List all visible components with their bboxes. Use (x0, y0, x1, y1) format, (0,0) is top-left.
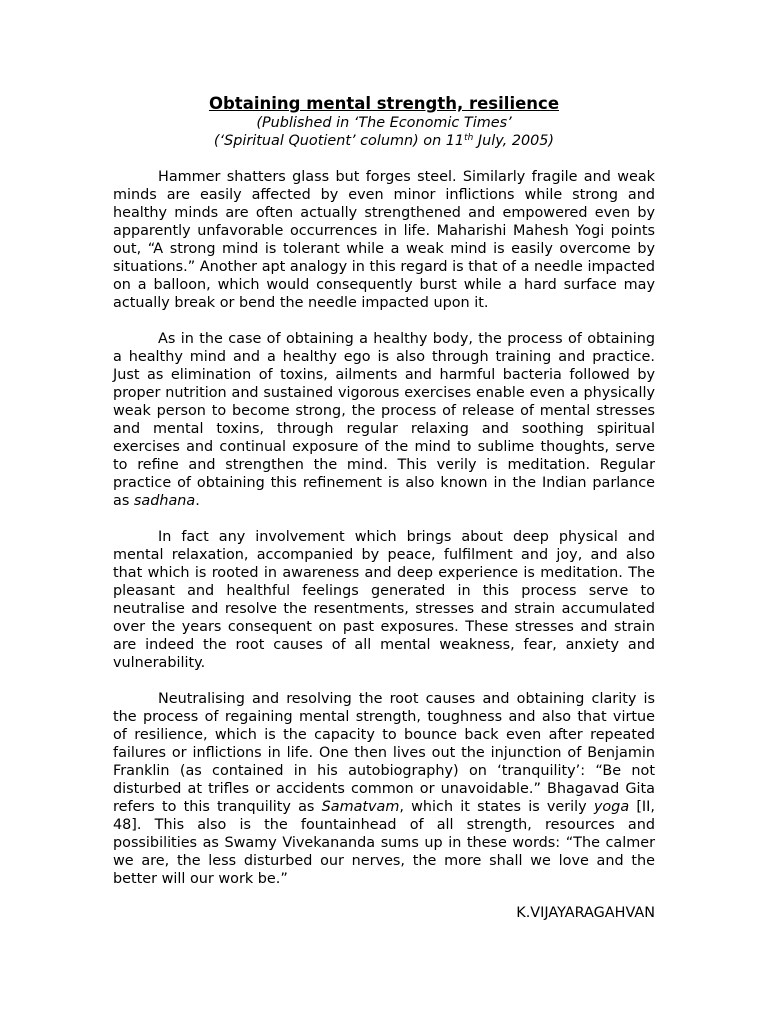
paragraph-1: Hammer shatters glass but forges steel. Similarly fragile and weak minds are easily affected by even minor inflictions while strong and healthy minds are often actually strengthened and empowered even by apparently unfavorable occurrences in life. Maharishi Mahesh Yogi points out, “A strong mind is tolerant while a weak mind is easily overcome by situations.” Another apt analogy in this regard is that of a needle impacted on a balloon, which would consequently burst while a hard surface may actually break or bend the needle impacted upon it. (113, 169, 655, 311)
paragraph-4 (113, 690, 655, 888)
sadhana-term: sadhana (133, 493, 196, 509)
column-date-suffix: July, 2005) (473, 133, 555, 149)
author-signature: K.VIJAYARAGAHVAN (516, 905, 655, 921)
paragraph-2-text: As in the case of obtaining a healthy body, the process of obtaining a healthy mind and a healthy ego is also through training and practice. Just as elimination of toxins, ailments and harmful bacteria followed by proper nutrition and sustained vigorous exercises enable even a physically weak person to become strong, the process of release of mental stresses and mental toxins, through regular relaxing and soothing spiritual exercises and continual exposure of the mind to sublime thoughts, serve to refine and strengthen the mind. This verily is meditation. Regular practice of obtaining this refinement is also known in the Indian parlance as (113, 331, 655, 509)
column-date-prefix: (‘Spiritual Quotient’ column) on 11 (213, 133, 465, 149)
document-page (113, 94, 655, 922)
samatvam-term: Samatvam (321, 799, 400, 815)
date-ordinal: th (464, 133, 474, 143)
paragraph-4-text-c: [II, 48]. This also is the fountainhead of all strength, resources and possibilities as Swamy Vivekananda sums up in these words: “The calmer we are, the less disturbed our nerves, the more shall we love and the better will our work be.” (113, 799, 655, 887)
paragraph-4-text-a: Neutralising and resolving the root causes and obtaining clarity is the process of regaining mental strength, toughness and also that virtue of resilience, which is the capacity to bounce back even after repeated failures or inflictions in life. One then lives out the injunction of Benjamin Franklin (as contained in his autobiography) on ‘tranquility’: “Be not disturbed at trifles or accidents common or unavoidable.” Bhagavad Gita refers to this tranquility as (113, 691, 655, 815)
paragraph-3: In fact any involvement which brings about deep physical and mental relaxation, accompanied by peace, fulfilment and joy, and also that which is rooted in awareness and deep experience is meditation. The pleasant and healthful feelings generated in this process serve to neutralise and resolve the resentments, stresses and strain accumulated over the years consequent on past exposures. These stresses and strain are indeed the root causes of all mental weakness, fear, anxiety and vulnerability. (113, 529, 655, 671)
paragraph-2 (113, 330, 655, 510)
paragraph-4-text-b: , which it states is verily (399, 799, 594, 815)
yoga-term: yoga (593, 799, 630, 815)
paragraph-2-end: . (195, 493, 200, 509)
document-title: Obtaining mental strength, resilience (208, 94, 560, 113)
publication-line: (Published in ‘The Economic Times’ (256, 115, 512, 131)
column-date-line (113, 132, 655, 150)
